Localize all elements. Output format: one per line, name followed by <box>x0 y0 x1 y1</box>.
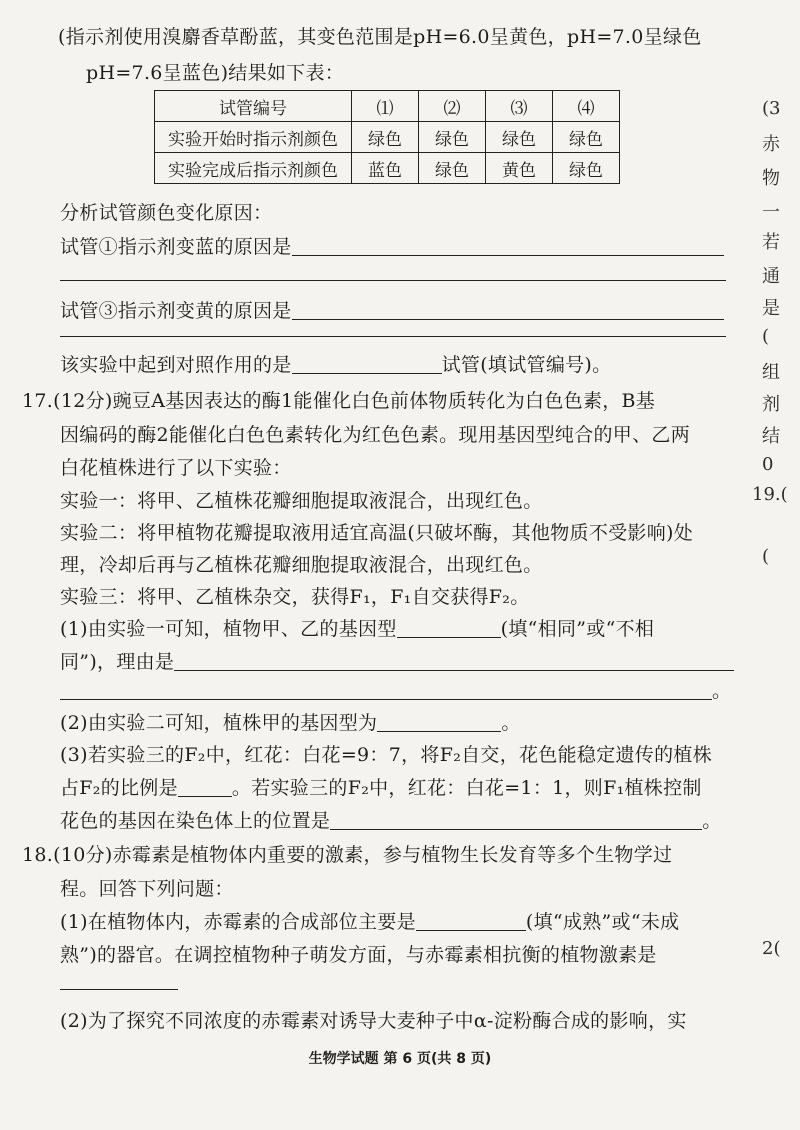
part1-hint: (填“相同”或“不相 <box>500 618 655 640</box>
table-header-row <box>155 91 620 122</box>
answer-line[interactable] <box>60 280 726 281</box>
q17-part1-line-1 <box>60 614 654 641</box>
answer-blank[interactable] <box>397 619 501 638</box>
adjacent-page-fragment: 物 <box>762 168 780 189</box>
answer-blank[interactable] <box>330 811 702 830</box>
question-number: 18. <box>22 844 54 866</box>
table-row <box>155 153 620 184</box>
q17-line-1 <box>22 386 655 413</box>
table-cell: 绿色 <box>553 122 620 153</box>
period: 。 <box>712 680 732 702</box>
tube3-label: 试管③指示剂变黄的原因是 <box>60 300 292 322</box>
adjacent-page-fragment: 结 <box>762 426 780 447</box>
table-cell: 黄色 <box>486 153 553 184</box>
q17-line-3: 白花植株进行了以下实验： <box>60 457 292 479</box>
adjacent-page-fragment: 若 <box>762 232 780 253</box>
table-header-cell: ⑴ <box>352 91 419 122</box>
experiment-2-line-2: 理，冷却后再与乙植株花瓣细胞提取液混合，出现红色。 <box>60 554 543 576</box>
control-suffix: 试管(填试管编号)。 <box>441 354 612 376</box>
q18-part2: (2)为了探究不同浓度的赤霉素对诱导大麦种子中α-淀粉酶合成的影响，实 <box>60 1010 687 1032</box>
adjacent-page-fragment: 剂 <box>762 394 780 415</box>
control-question <box>60 350 611 377</box>
control-label: 该实验中起到对照作用的是 <box>60 354 292 376</box>
q17-part2 <box>60 708 521 735</box>
experiment-1: 实验一：将甲、乙植株花瓣细胞提取液混合，出现红色。 <box>60 490 543 512</box>
part1-text: (1)由实验一可知，植物甲、乙的基因型 <box>60 618 397 640</box>
answer-blank[interactable] <box>60 681 712 700</box>
answer-blank[interactable] <box>292 355 442 374</box>
experiment-2-line-1: 实验二：将甲植物花瓣提取液用适宜高温(只破坏酶，其他物质不受影响)处 <box>60 522 694 544</box>
page-footer: 生物学试题 第 6 页(共 8 页) <box>308 1051 492 1067</box>
table-cell: 绿色 <box>486 122 553 153</box>
q18-line-1 <box>22 840 672 867</box>
adjacent-page-fragment: 组 <box>762 362 780 383</box>
intro-line-1: (指示剂使用溴麝香草酚蓝，其变色范围是pH=6.0呈黄色，pH=7.0呈绿色 <box>58 26 702 48</box>
q18-part1-hint: (填“成熟”或“未成 <box>525 911 680 933</box>
table-cell: 绿色 <box>553 153 620 184</box>
adjacent-page-fragment: 19.( <box>752 484 788 505</box>
table-cell: 绿色 <box>419 122 486 153</box>
answer-blank[interactable] <box>292 301 724 320</box>
period: 。 <box>501 712 521 734</box>
adjacent-page-fragment: ( <box>762 326 770 347</box>
q18-stem: (10分)赤霉素是植物体内重要的激素，参与植物生长发育等多个生物学过 <box>53 844 673 866</box>
adjacent-page-fragment: 0 <box>762 454 774 475</box>
q18-part1-line-3 <box>60 970 178 992</box>
q18-part1-line-2: 熟”)的器官。在调控植物种子萌发方面，与赤霉素相抗衡的植物激素是 <box>60 944 657 966</box>
experiment-3: 实验三：将甲、乙植株杂交，获得F₁，F₁自交获得F₂。 <box>60 586 530 608</box>
table-header-cell: ⑵ <box>419 91 486 122</box>
part3-position-label: 花色的基因在染色体上的位置是 <box>60 810 331 832</box>
period: 。 <box>702 810 722 832</box>
question-number: 17. <box>22 390 54 412</box>
adjacent-page-fragment: 2( <box>762 938 781 959</box>
adjacent-page-fragment: 一 <box>762 202 780 223</box>
results-table <box>154 90 620 184</box>
q18-part1-line-1 <box>60 907 679 934</box>
q17-part3-line-3 <box>60 806 722 833</box>
table-row <box>155 122 620 153</box>
table-cell: 蓝色 <box>352 153 419 184</box>
adjacent-page-fragment: 赤 <box>762 134 780 155</box>
part3-text-2: 。若实验三的F₂中，红花：白花=1：1，则F₁植株控制 <box>231 777 702 799</box>
table-cell: 实验开始时指示剂颜色 <box>155 122 352 153</box>
part3-text: 占F₂的比例是 <box>60 777 178 799</box>
answer-blank[interactable] <box>174 652 734 671</box>
q17-line-2: 因编码的酶2能催化白色色素转化为红色色素。现用基因型纯合的甲、乙两 <box>60 424 690 446</box>
table-header-cell: ⑶ <box>486 91 553 122</box>
answer-line[interactable] <box>60 336 726 337</box>
tube1-question <box>60 232 724 259</box>
q17-part3-line-1: (3)若实验三的F₂中，红花：白花=9：7，将F₂自交，花色能稳定遗传的植株 <box>60 744 713 766</box>
table-cell: 绿色 <box>352 122 419 153</box>
analysis-heading: 分析试管颜色变化原因： <box>60 202 273 224</box>
answer-blank[interactable] <box>416 912 526 931</box>
answer-blank[interactable] <box>178 778 232 797</box>
q18-part1-text: (1)在植物体内，赤霉素的合成部位主要是 <box>60 911 416 933</box>
q17-part1-line-3 <box>60 676 731 703</box>
table-header-cell: ⑷ <box>553 91 620 122</box>
tube3-question <box>60 296 724 323</box>
part2-text: (2)由实验二可知，植株甲的基因型为 <box>60 712 378 734</box>
answer-blank[interactable] <box>292 237 724 256</box>
table-header-cell: 试管编号 <box>155 91 352 122</box>
adjacent-page-fragment: ( <box>762 546 770 567</box>
table-cell: 绿色 <box>419 153 486 184</box>
adjacent-page-fragment: 通 <box>762 266 780 287</box>
q18-line-2: 程。回答下列问题： <box>60 878 234 900</box>
answer-blank[interactable] <box>377 713 501 732</box>
q17-part1-line-2 <box>60 647 734 674</box>
answer-blank[interactable] <box>60 971 178 990</box>
part1-reason-label: 同”)，理由是 <box>60 651 175 673</box>
q17-part3-line-2 <box>60 773 702 800</box>
intro-line-2: pH=7.6呈蓝色)结果如下表： <box>86 62 345 84</box>
q17-stem: (12分)豌豆A基因表达的酶1能催化白色前体物质转化为白色色素，B基 <box>53 390 656 412</box>
adjacent-page-fragment: 是 <box>762 298 780 319</box>
adjacent-page-fragment: (3 <box>762 98 781 119</box>
tube1-label: 试管①指示剂变蓝的原因是 <box>60 236 292 258</box>
table-cell: 实验完成后指示剂颜色 <box>155 153 352 184</box>
